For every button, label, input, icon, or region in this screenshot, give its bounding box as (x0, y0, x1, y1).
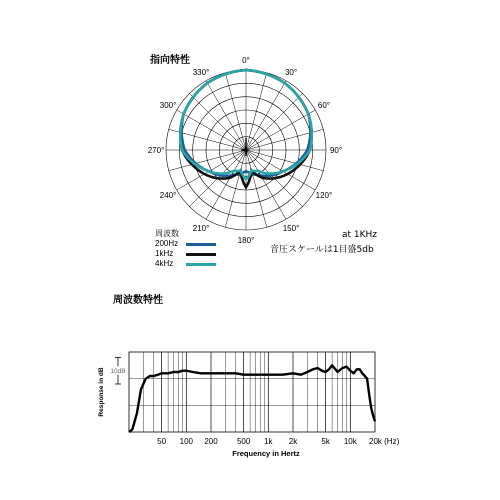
freq-response-curve (129, 365, 375, 432)
polar-angle-label: 240° (159, 191, 177, 200)
polar-annotation-scale: 音圧スケールは1目盛5db (270, 245, 374, 255)
freq-x-tick-label: 5k (321, 437, 330, 446)
freq-x-tick-label: 10k (343, 437, 357, 446)
polar-angle-label: 90° (329, 146, 343, 155)
polar-angle-label: 150° (282, 223, 300, 233)
freq-db-scale-label: 10dB (110, 368, 126, 376)
frequency-chart-title: 周波数特性 (113, 295, 163, 306)
freq-x-tick-label: 1k (264, 437, 273, 446)
freq-x-tick-label: 100 (179, 437, 193, 446)
polar-angle-label: 270° (147, 146, 165, 155)
polar-legend-title: 周波数 (155, 229, 179, 238)
freq-x-tick-label: 50 (157, 437, 167, 446)
freq-plot-frame (129, 352, 375, 432)
polar-angle-label: 330° (192, 68, 210, 78)
freq-y-axis-label: Response in dB (98, 367, 105, 417)
polar-angle-label: 120° (315, 191, 333, 200)
polar-angle-label: 60° (317, 101, 330, 110)
freq-x-tick-label: 500 (236, 437, 251, 446)
polar-angle-label: 210° (192, 223, 210, 233)
polar-angle-label: 30° (284, 68, 298, 78)
legend-label-4kHz: 4kHz (155, 259, 174, 268)
polar-annotation-frequency: at 1KHz (342, 230, 378, 240)
freq-x-tick-label: 200 (204, 437, 218, 446)
freq-x-tick-label: 20k (Hz) (369, 437, 400, 446)
polar-chart-title: 指向特性 (150, 55, 190, 66)
polar-angle-label: 180° (237, 236, 255, 245)
polar-angle-label: 300° (159, 101, 177, 110)
polar-angle-label: 0° (242, 56, 250, 65)
freq-x-tick-label: 2k (288, 437, 298, 446)
legend-label-1kHz: 1kHz (155, 249, 174, 258)
freq-x-axis-label: Frequency in Hertz (232, 449, 300, 458)
legend-label-200Hz: 200Hz (155, 239, 179, 248)
